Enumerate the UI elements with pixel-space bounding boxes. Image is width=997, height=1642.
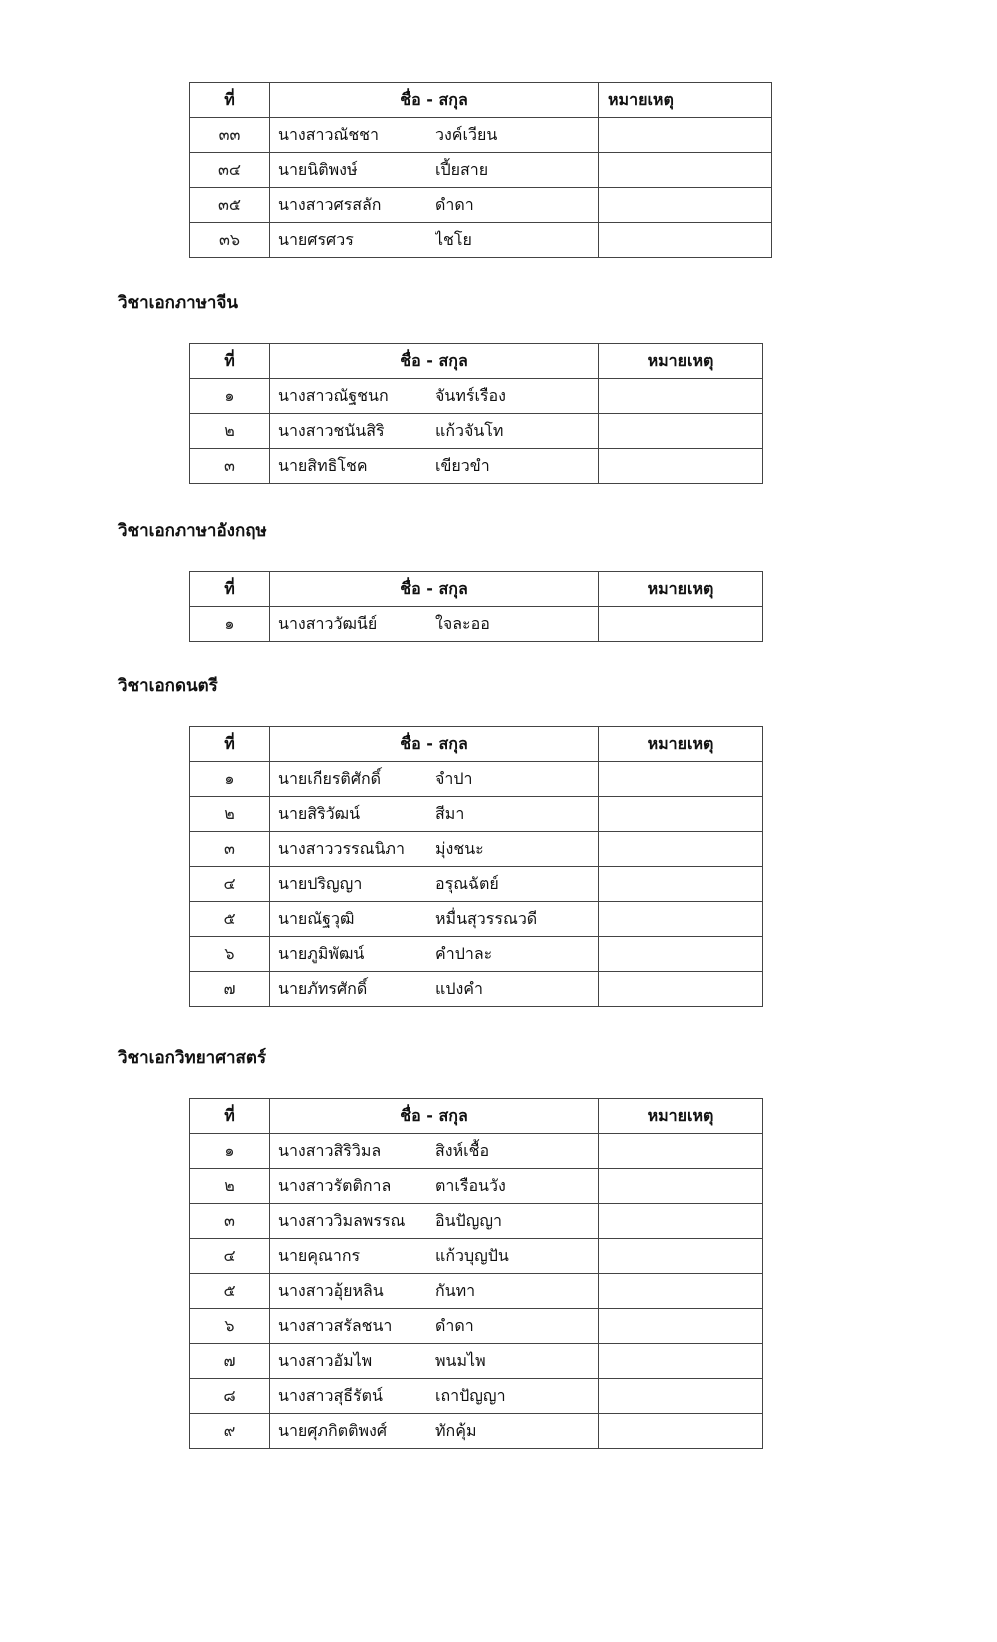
first-name: นางสาวสิริวิมล <box>278 1141 382 1160</box>
row-fullname <box>270 1309 599 1344</box>
row-number: ๔ <box>190 867 270 902</box>
row-number: ๕ <box>190 902 270 937</box>
header-name: ชื่อ - สกุล <box>270 83 599 118</box>
first-name: นางสาวรัตติกาล <box>278 1176 392 1195</box>
table-row <box>190 937 763 972</box>
row-fullname <box>270 607 599 642</box>
table-body <box>190 118 772 258</box>
table-header-row <box>190 572 763 607</box>
last-name: อรุณฉัตย์ <box>435 874 499 893</box>
table-body <box>190 607 763 642</box>
table-row <box>190 1239 763 1274</box>
row-fullname <box>270 1169 599 1204</box>
row-number: ๓๔ <box>190 153 270 188</box>
row-number: ๓๕ <box>190 188 270 223</box>
last-name: จันทร์เรือง <box>435 386 506 405</box>
row-number: ๑ <box>190 379 270 414</box>
roster-table-chinese <box>189 343 763 484</box>
last-name: สิงห์เชื้อ <box>435 1141 490 1160</box>
header-no: ที่ <box>190 727 270 762</box>
header-note: หมายเหตุ <box>599 727 763 762</box>
table-body <box>190 1134 763 1449</box>
first-name: นายศุภกิตติพงศ์ <box>278 1421 387 1440</box>
header-note: หมายเหตุ <box>599 572 763 607</box>
row-number: ๓๖ <box>190 223 270 258</box>
first-name: นายศรศวร <box>278 230 354 249</box>
table-row <box>190 449 763 484</box>
table-row <box>190 1309 763 1344</box>
last-name: แก้วจันโท <box>435 421 504 440</box>
table-row <box>190 902 763 937</box>
row-note <box>599 1344 763 1379</box>
row-note <box>599 1169 763 1204</box>
row-number: ๙ <box>190 1414 270 1449</box>
row-fullname <box>270 414 599 449</box>
table-row <box>190 414 763 449</box>
row-number: ๑ <box>190 1134 270 1169</box>
row-number: ๗ <box>190 972 270 1007</box>
table-header-row <box>190 344 763 379</box>
row-note <box>599 1414 763 1449</box>
roster-table-music <box>189 726 763 1007</box>
last-name: ตาเรือนวัง <box>435 1176 506 1195</box>
table-row <box>190 1169 763 1204</box>
row-fullname <box>270 188 599 223</box>
row-note <box>599 607 763 642</box>
last-name: ใจละออ <box>435 614 490 633</box>
header-note: หมายเหตุ <box>599 83 772 118</box>
row-fullname <box>270 1344 599 1379</box>
roster-table-english <box>189 571 763 642</box>
first-name: นายภัทรศักดิ์ <box>278 979 368 998</box>
table-body <box>190 762 763 1007</box>
last-name: เปี้ยสาย <box>435 160 489 179</box>
table-header-row <box>190 1099 763 1134</box>
first-name: นายสิริวัฒน์ <box>278 804 361 823</box>
row-fullname <box>270 449 599 484</box>
row-number: ๒ <box>190 797 270 832</box>
row-note <box>599 832 763 867</box>
row-fullname <box>270 1379 599 1414</box>
row-fullname <box>270 118 599 153</box>
header-note: หมายเหตุ <box>599 344 763 379</box>
first-name: นายณัฐวุฒิ <box>278 909 355 928</box>
table-row <box>190 1344 763 1379</box>
first-name: นายสิทธิโชค <box>278 456 368 475</box>
first-name: นายปริญญา <box>278 874 363 893</box>
last-name: ไชโย <box>435 230 472 249</box>
row-fullname <box>270 1134 599 1169</box>
row-fullname <box>270 223 599 258</box>
last-name: แก้วบุญปัน <box>435 1246 509 1265</box>
table-row <box>190 118 772 153</box>
section-heading-chinese: วิชาเอกภาษาจีน <box>118 293 239 313</box>
row-fullname <box>270 1274 599 1309</box>
last-name: ทักคุ้ม <box>435 1421 477 1440</box>
header-name: ชื่อ - สกุล <box>270 572 599 607</box>
last-name: จำปา <box>435 769 473 788</box>
row-note <box>599 762 763 797</box>
last-name: เขียวขำ <box>435 456 490 475</box>
roster-table-science <box>189 1098 763 1449</box>
row-note <box>599 937 763 972</box>
header-note: หมายเหตุ <box>599 1099 763 1134</box>
table-row <box>190 1379 763 1414</box>
row-number: ๘ <box>190 1379 270 1414</box>
header-no: ที่ <box>190 83 270 118</box>
row-note <box>599 1309 763 1344</box>
header-name: ชื่อ - สกุล <box>270 727 599 762</box>
row-number: ๔ <box>190 1239 270 1274</box>
last-name: กันทา <box>435 1281 476 1300</box>
row-number: ๖ <box>190 937 270 972</box>
table-row <box>190 972 763 1007</box>
table-header-row <box>190 83 772 118</box>
row-fullname <box>270 902 599 937</box>
last-name: สีมา <box>435 804 465 823</box>
section-heading-english: วิชาเอกภาษาอังกฤษ <box>118 521 267 541</box>
first-name: นางสาวศรสลัก <box>278 195 382 214</box>
table-row <box>190 379 763 414</box>
table-row <box>190 153 772 188</box>
row-number: ๕ <box>190 1274 270 1309</box>
row-fullname <box>270 762 599 797</box>
first-name: นางสาวณัฐชนก <box>278 386 389 405</box>
row-fullname <box>270 867 599 902</box>
last-name: คำปาละ <box>435 944 493 963</box>
row-fullname <box>270 1414 599 1449</box>
section-heading-music: วิชาเอกดนตรี <box>118 676 218 696</box>
first-name: นางสาวณัชชา <box>278 125 380 144</box>
row-number: ๒ <box>190 1169 270 1204</box>
first-name: นายเกียรติศักดิ์ <box>278 769 382 788</box>
row-note <box>599 1204 763 1239</box>
section-heading-science: วิชาเอกวิทยาศาสตร์ <box>118 1048 267 1068</box>
table-row <box>190 762 763 797</box>
row-number: ๒ <box>190 414 270 449</box>
last-name: ดำดา <box>435 1316 474 1335</box>
row-note <box>599 449 763 484</box>
header-name: ชื่อ - สกุล <box>270 1099 599 1134</box>
last-name: เถาปัญญา <box>435 1386 506 1405</box>
first-name: นางสาววิมลพรรณ <box>278 1211 406 1230</box>
row-fullname <box>270 379 599 414</box>
row-fullname <box>270 1204 599 1239</box>
table-header-row <box>190 727 763 762</box>
table-row <box>190 867 763 902</box>
row-note <box>599 188 772 223</box>
table-row <box>190 832 763 867</box>
row-note <box>599 379 763 414</box>
row-fullname <box>270 832 599 867</box>
table-row <box>190 1134 763 1169</box>
row-number: ๑ <box>190 762 270 797</box>
row-note <box>599 1239 763 1274</box>
row-number: ๓๓ <box>190 118 270 153</box>
first-name: นางสาวชนันสิริ <box>278 421 385 440</box>
table-row <box>190 188 772 223</box>
first-name: นายคุณากร <box>278 1246 361 1265</box>
last-name: วงค์เวียน <box>435 125 498 144</box>
first-name: นางสาววรรณนิภา <box>278 839 405 858</box>
table-row <box>190 223 772 258</box>
row-note <box>599 797 763 832</box>
row-note <box>599 1379 763 1414</box>
header-name: ชื่อ - สกุล <box>270 344 599 379</box>
row-fullname <box>270 797 599 832</box>
last-name: พนมไพ <box>435 1351 486 1370</box>
row-number: ๓ <box>190 449 270 484</box>
row-number: ๑ <box>190 607 270 642</box>
table-body <box>190 379 763 484</box>
table-row <box>190 1204 763 1239</box>
first-name: นางสาวอัมไพ <box>278 1351 373 1370</box>
header-no: ที่ <box>190 344 270 379</box>
row-fullname <box>270 972 599 1007</box>
row-note <box>599 867 763 902</box>
first-name: นายภูมิพัฒน์ <box>278 944 365 963</box>
row-note <box>599 1134 763 1169</box>
roster-table-continued <box>189 82 772 258</box>
first-name: นางสาววัฒนีย์ <box>278 614 378 633</box>
header-no: ที่ <box>190 572 270 607</box>
last-name: อินปัญญา <box>435 1211 502 1230</box>
row-fullname <box>270 937 599 972</box>
row-note <box>599 972 763 1007</box>
first-name: นางสาวสุธีรัตน์ <box>278 1386 383 1405</box>
table-row <box>190 607 763 642</box>
row-fullname <box>270 153 599 188</box>
row-note <box>599 223 772 258</box>
first-name: นางสาวสรัลชนา <box>278 1316 393 1335</box>
last-name: แปงคำ <box>435 979 483 998</box>
first-name: นางสาวอุ้ยหลิน <box>278 1281 384 1300</box>
header-no: ที่ <box>190 1099 270 1134</box>
row-number: ๓ <box>190 832 270 867</box>
table-row <box>190 797 763 832</box>
row-note <box>599 153 772 188</box>
row-number: ๖ <box>190 1309 270 1344</box>
first-name: นายนิติพงษ์ <box>278 160 358 179</box>
row-number: ๓ <box>190 1204 270 1239</box>
table-row <box>190 1414 763 1449</box>
last-name: ดำดา <box>435 195 474 214</box>
row-fullname <box>270 1239 599 1274</box>
last-name: หมื่นสุวรรณวดี <box>435 909 538 928</box>
row-note <box>599 1274 763 1309</box>
table-row <box>190 1274 763 1309</box>
row-note <box>599 414 763 449</box>
row-note <box>599 902 763 937</box>
row-note <box>599 118 772 153</box>
last-name: มุ่งชนะ <box>435 839 484 858</box>
row-number: ๗ <box>190 1344 270 1379</box>
